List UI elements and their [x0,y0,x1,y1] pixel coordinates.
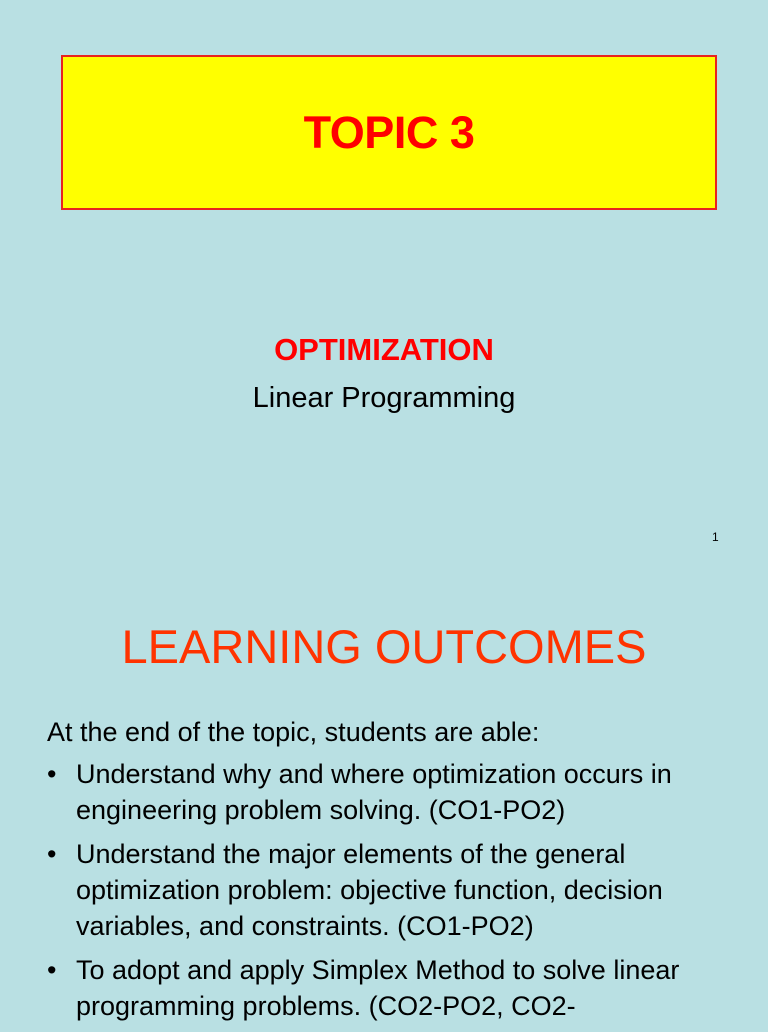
outcomes-list [47,756,747,1024]
list-item [47,952,747,1024]
slide-subtitle: OPTIMIZATION [274,332,494,367]
intro-text: At the end of the topic, students are able: [47,717,540,747]
slide-subtitle-2: Linear Programming [252,382,516,414]
learning-outcomes-body [47,714,747,1032]
title-box [61,55,717,210]
list-item-text: Understand why and where optimization occurs in engineering problem solving. (CO1-PO2) [76,759,672,825]
list-item [47,756,747,828]
list-item-text: Understand the major elements of the general optimization problem: objective function, decision variables, and constraints. (CO1-PO2) [76,839,663,941]
learning-outcomes-title: LEARNING OUTCOMES [121,620,647,673]
list-item [47,836,747,944]
bullet-icon: • [47,759,57,789]
bullet-icon: • [47,955,57,985]
bullet-icon: • [47,839,57,869]
slide-title: TOPIC 3 [303,106,475,158]
page-number: 1 [712,530,719,544]
list-item-text: To adopt and apply Simplex Method to solve linear programming problems. (CO2-PO2, CO2- [76,955,680,1021]
